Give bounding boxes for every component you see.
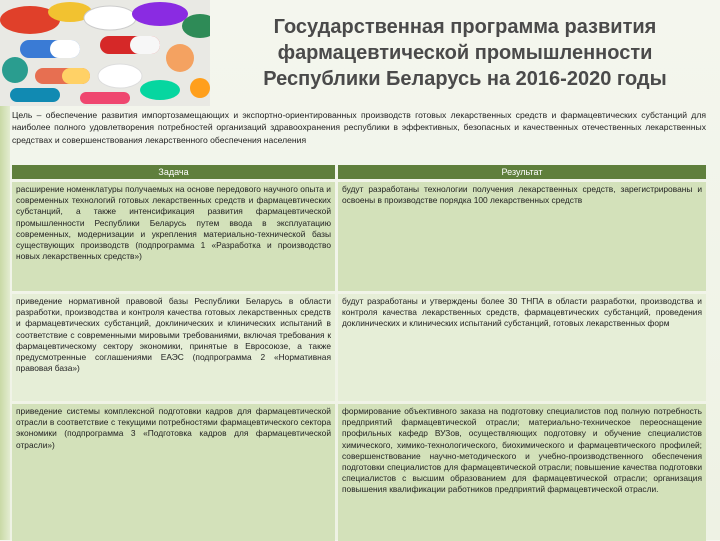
table-header-row (12, 165, 706, 179)
header-task: Задача (12, 165, 335, 179)
tasks-results-table (12, 165, 706, 541)
task-cell: расширение номенклатуры получаемых на основе передового научного опыта и современных технологий готовых лекарственных средств и фармацевтических субстанций, а также интенсификация развития фармацевтической промышленности Республики Беларусь путем ввода в эксплуатацию современных, модернизации и укрепления материально-технической базы существующих производств (подпрограмма 1 «Разработка и производство новых лекарственных средств») (12, 182, 335, 291)
title-line-2: фармацевтической промышленности (277, 42, 653, 64)
title-line-1: Государственная программа развития (273, 16, 657, 38)
table-row (12, 182, 706, 291)
decorative-side-strip (0, 106, 10, 540)
task-cell: приведение системы комплексной подготовки кадров для фармацевтической отрасли в соответствие с текущими потребностями фармацевтического сектора экономики (подпрограмма 3 «Подготовка кадров для фармацевтической отрасли») (12, 404, 335, 541)
result-cell: будут разработаны технологии получения лекарственных средств, зарегистрированы и освоены в производстве порядка 100 лекарственных средств (338, 182, 706, 291)
table-row (12, 294, 706, 401)
result-cell: будут разработаны и утверждены более 30 ТНПА в области разработки, производства и контроля качества лекарственных средств, фармацевтических субстанций, проведения доклинических и клинических испытаний субстанций, готовых лекарственных форм (338, 294, 706, 401)
title-line-3: Республики Беларусь на 2016-2020 годы (263, 68, 667, 90)
result-cell: формирование объективного заказа на подготовку специалистов под полную потребность предприятий фармацевтической отрасли; материально-техническое переоснащение профильных кафедр ВУЗов, осуществляющих подготовку и обучение специалистов химического, химико-технологического, биохимического и фармацевтического профилей; совершенствование научно-методического и учебно-производственного обеспечения подготовки специалистов для фармацевтической отрасли; повышение качества подготовки специалистов с высшим образованием для фармацевтической отрасли; организация повышения квалификации работников предприятий фармацевтической отрасли. (338, 404, 706, 541)
pills-photo (0, 0, 210, 106)
page-title (215, 14, 715, 92)
task-cell: приведение нормативной правовой базы Республики Беларусь в области разработки, производства и контроля качества готовых лекарственных средств и фармацевтических субстанций, доклинических и клинических испытаний в соответствие с современными мировыми требованиями, включая требования к фармацевтическому сектору экономики, принятые в Евросоюзе, а также предусмотренные соглашениями ЕАЭС (подпрограмма 2 «Нормативная правовая база») (12, 294, 335, 401)
goal-paragraph: Цель – обеспечение развития импортозамещающих и экспортно-ориентированных производств готовых лекарственных средств и фармацевтических субстанций для наиболее полного удовлетворения потребностей организаций здравоохранения республики в эффективных, безопасных и качественных отечественных лекарственных средствах и совершенствования лекарственного обеспечения населения (12, 110, 706, 145)
table-row (12, 404, 706, 541)
header-result: Результат (338, 165, 706, 179)
